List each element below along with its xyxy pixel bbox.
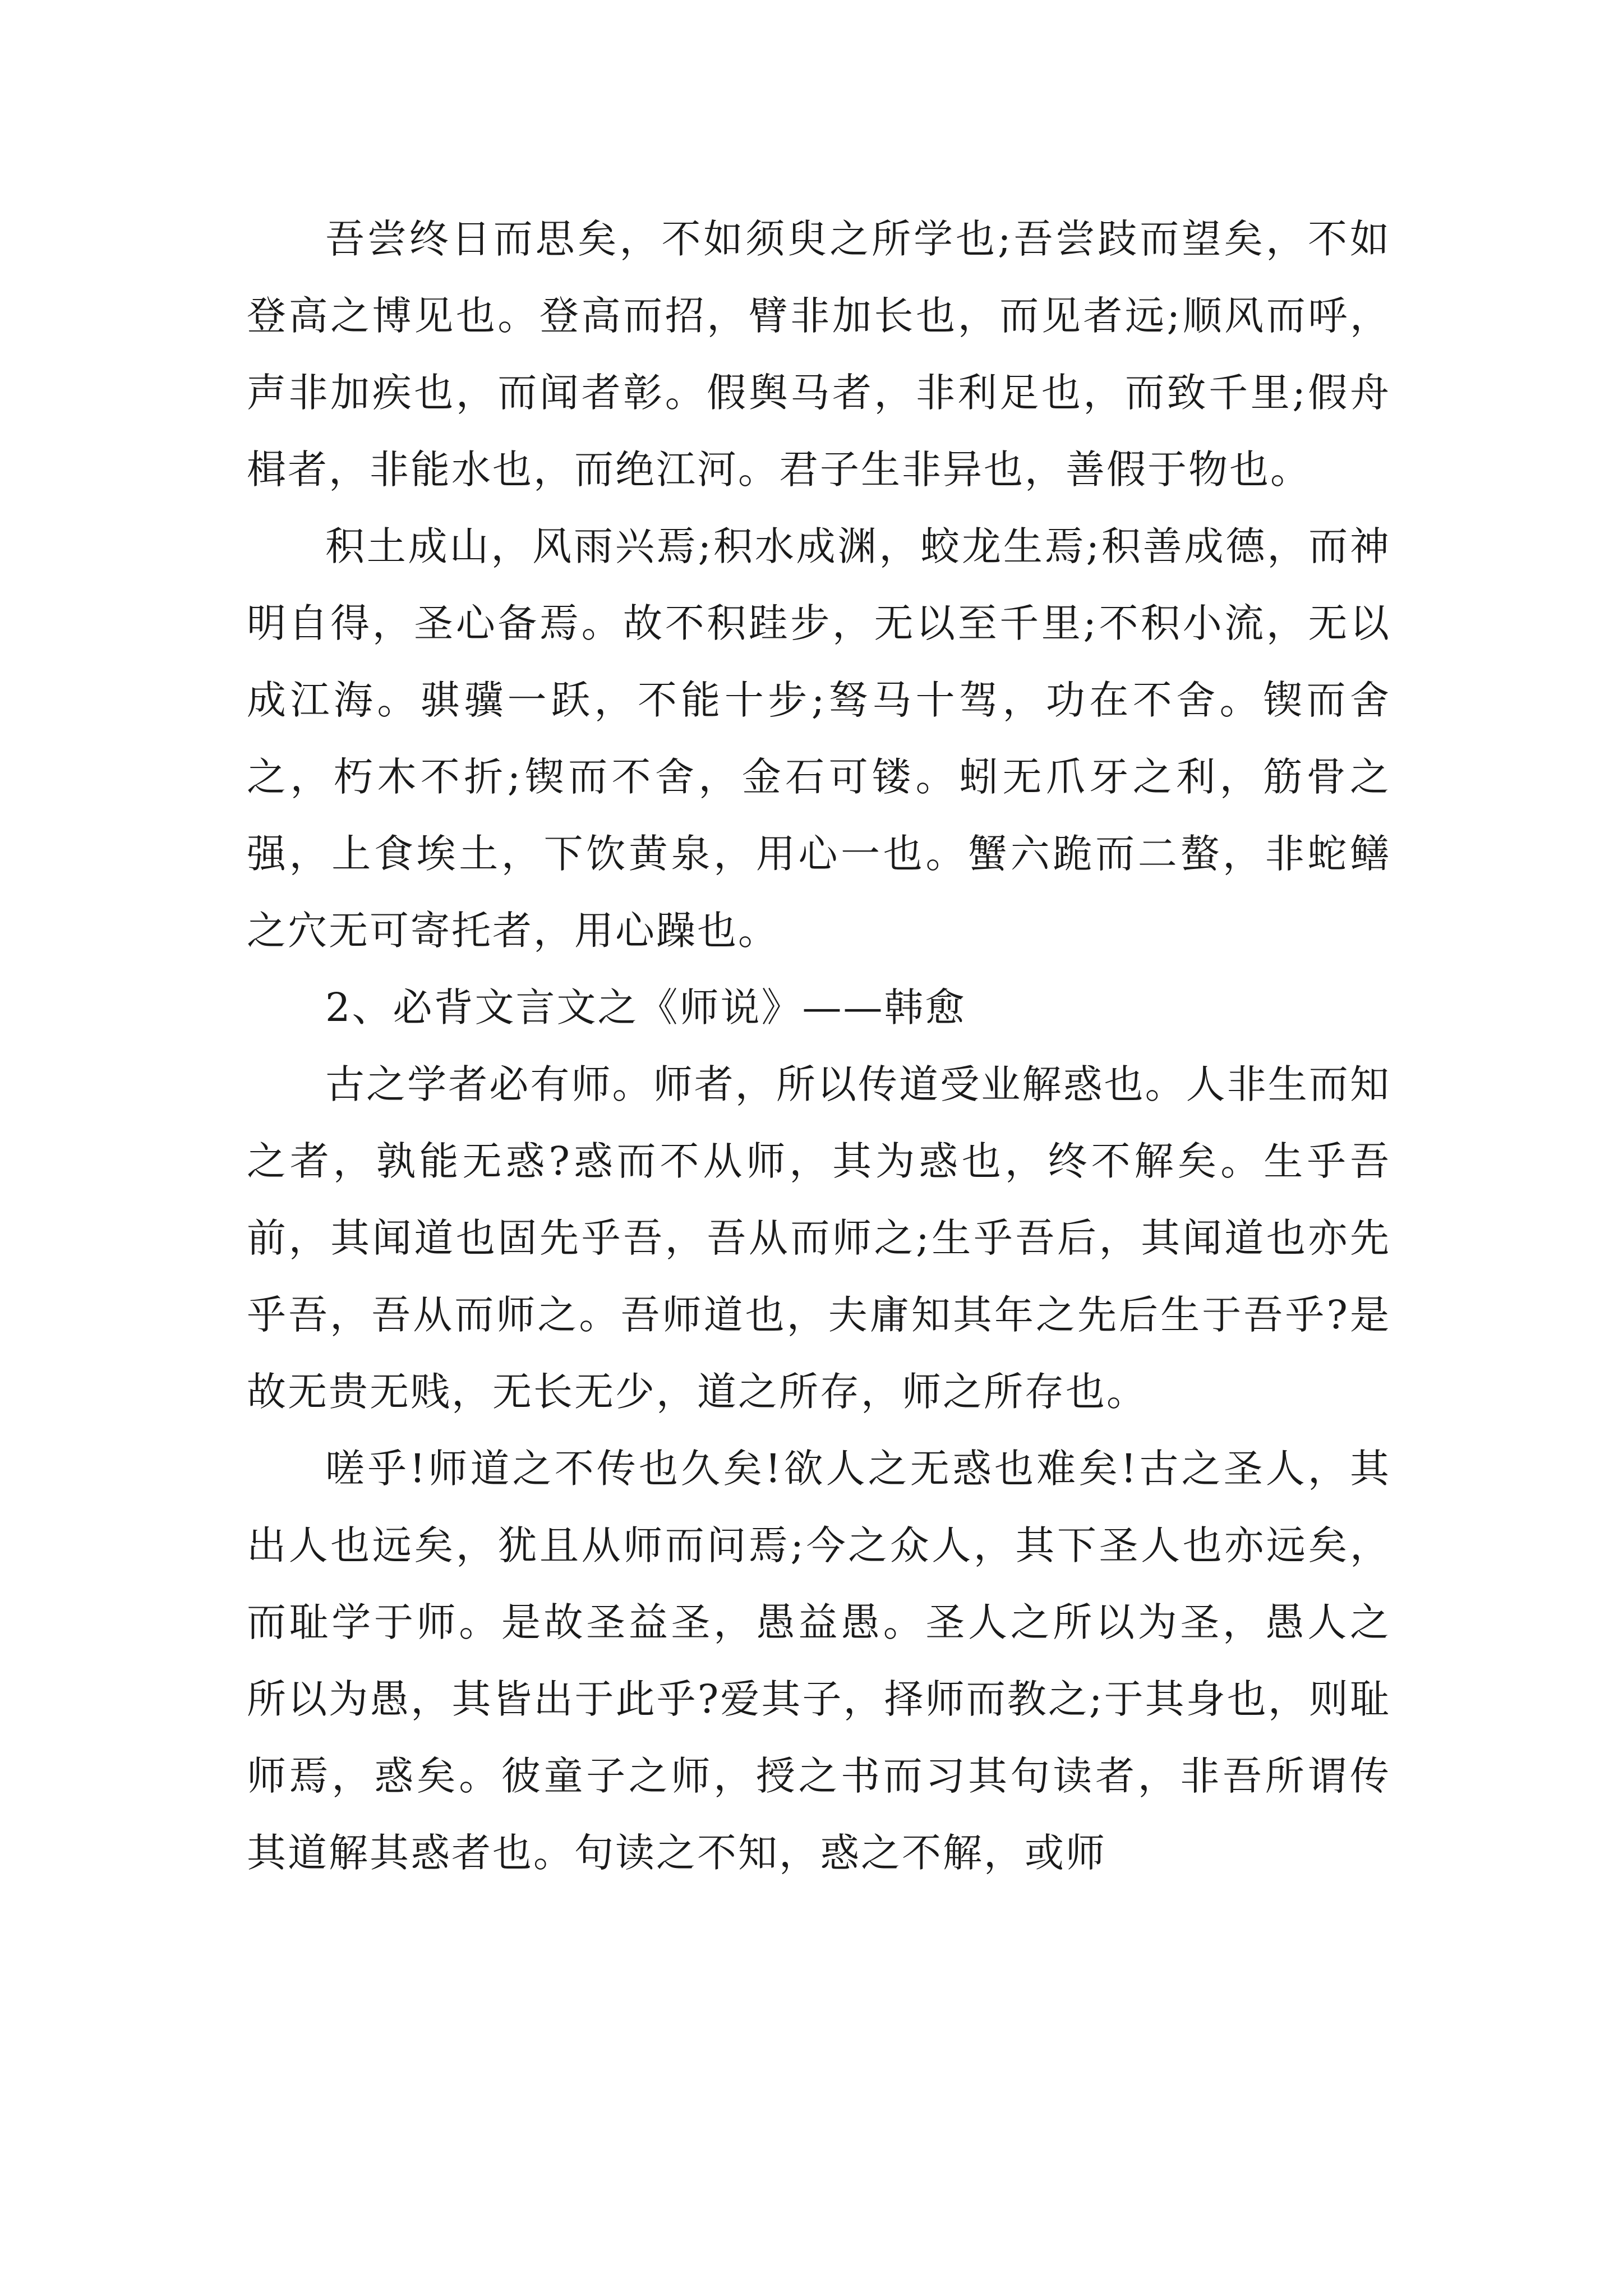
paragraph-quanxue-2: 积土成山，风雨兴焉;积水成渊，蛟龙生焉;积善成德，而神明自得，圣心备焉。故不积跬步，无以至千里;不积小流，无以成江海。骐骥一跃，不能十步;驽马十驾，功在不舍。锲而舍之，朽木不折;锲而不舍，金石可镂。蚓无爪牙之利，筋骨之强，上食埃土，下饮黄泉，用心一也。蟹六跪而二螯，非蛇鳝之穴无可寄托者，用心躁也。 <box>247 523 1391 954</box>
section-heading-shishuo: 2、必背文言文之《师说》——韩愈 <box>325 984 966 1030</box>
paragraph-shishuo-1: 古之学者必有师。师者，所以传道受业解惑也。人非生而知之者，孰能无惑?惑而不从师，其为惑也，终不解矣。生乎吾前，其闻道也固先乎吾，吾从而师之;生乎吾后，其闻道也亦先乎吾，吾从而师之。吾师道也，夫庸知其年之先后生于吾乎?是故无贵无贱，无长无少，道之所存，师之所存也。 <box>247 1061 1391 1415</box>
paragraph-shishuo-2: 嗟乎!师道之不传也久矣!欲人之无惑也难矣!古之圣人，其出人也远矣，犹且从师而问焉;今之众人，其下圣人也亦远矣，而耻学于师。是故圣益圣，愚益愚。圣人之所以为圣，愚人之所以为愚，其皆出于此乎?爱其子，择师而教之;于其身也，则耻师焉，惑矣。彼童子之师，授之书而习其句读者，非吾所谓传其道解其惑者也。句读之不知，惑之不解，或师 <box>247 1446 1391 1876</box>
paragraph-quanxue-1: 吾尝终日而思矣，不如须臾之所学也;吾尝跂而望矣，不如登高之博见也。登高而招，臂非加长也，而见者远;顺风而呼，声非加疾也，而闻者彰。假舆马者，非利足也，而致千里;假舟楫者，非能水也，而绝江河。君子生非异也，善假于物也。 <box>247 216 1391 493</box>
document-body <box>247 201 1391 1892</box>
